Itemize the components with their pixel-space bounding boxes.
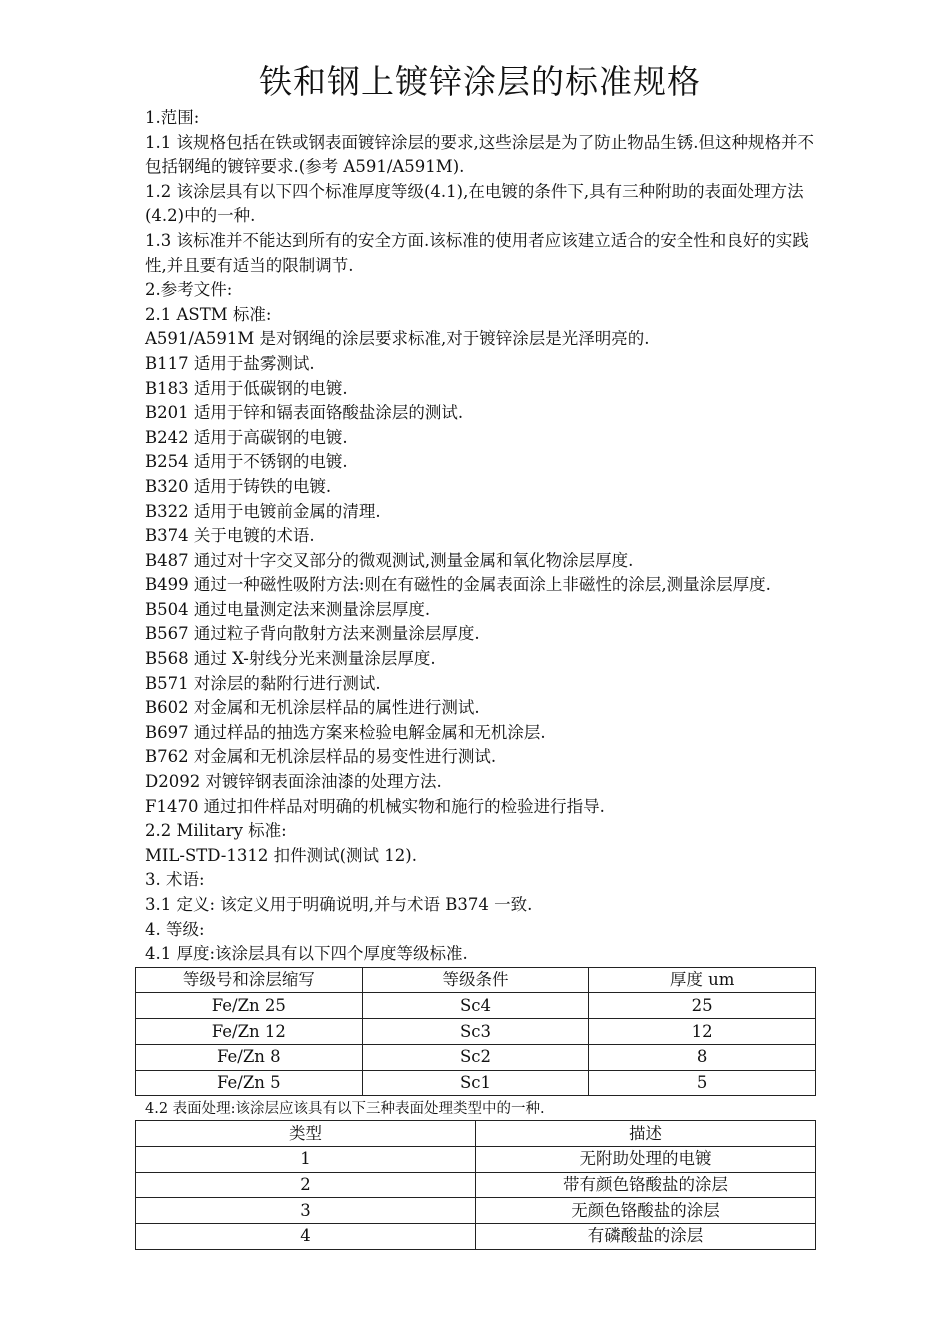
surface-treatment-table [135,1120,816,1249]
table-cell: 5 [589,1070,816,1096]
table-cell: Fe/Zn 8 [136,1044,363,1070]
table-cell: 有磷酸盐的涂层 [476,1223,816,1249]
table-cell: 无颜色铬酸盐的涂层 [476,1198,816,1224]
reference-b320: B320 适用于铸铁的电镀. [145,476,332,496]
table-cell: 25 [589,993,816,1019]
paragraph-4-1: 4.1 厚度:该涂层具有以下四个厚度等级标准. [145,944,468,964]
table-cell: Sc3 [362,1019,589,1045]
table-header-row [136,1121,816,1147]
reference-b499: B499 通过一种磁性吸附方法:则在有磁性的金属表面涂上非磁性的涂层,测量涂层厚度. [145,575,771,595]
reference-b322: B322 适用于电镀前金属的清理. [145,501,381,521]
table-row [136,1019,816,1045]
reference-b571: B571 对涂层的黏附行进行测试. [145,673,381,693]
reference-b568: B568 通过 X-射线分光来测量涂层厚度. [145,649,436,669]
table-row [136,1172,816,1198]
table-cell: Fe/Zn 5 [136,1070,363,1096]
reference-b697: B697 通过样品的抽选方案来检验电解金属和无机涂层. [145,722,546,742]
section-3-heading: 3. 术语: [145,870,205,890]
thickness-grade-table [135,967,816,1096]
table-cell: 3 [136,1198,476,1224]
section-4-heading: 4. 等级: [145,919,205,939]
table-row [136,1198,816,1224]
reference-b183: B183 适用于低碳钢的电镀. [145,378,348,398]
column-header: 等级条件 [362,967,589,993]
table-cell: Fe/Zn 12 [136,1019,363,1045]
document-title: 铁和钢上镀锌涂层的标准规格 [259,62,701,101]
reference-b567: B567 通过粒子背向散射方法来测量涂层厚度. [145,624,480,644]
paragraph-3-1: 3.1 定义: 该定义用于明确说明,并与术语 B374 一致. [145,895,533,914]
table-cell: 8 [589,1044,816,1070]
reference-d2092: D2092 对镀锌钢表面涂油漆的处理方法. [145,772,442,792]
table-row [136,1146,816,1172]
reference-b201: B201 适用于锌和镉表面铬酸盐涂层的测试. [145,403,464,423]
reference-b242: B242 适用于高碳钢的电镀. [145,427,348,447]
table-cell: 2 [136,1172,476,1198]
paragraph-2-2: 2.2 Military 标准: [145,821,287,841]
table-row [136,1044,816,1070]
paragraph-2-1: 2.1 ASTM 标准: [145,304,272,324]
table-cell: Sc2 [362,1044,589,1070]
document-page [145,60,815,1250]
reference-b487: B487 通过对十字交叉部分的微观测试,测量金属和氧化物涂层厚度. [145,550,634,570]
reference-a591: A591/A591M 是对钢绳的涂层要求标准,对于镀锌涂层是光泽明亮的. [145,329,650,349]
table-header-row [136,967,816,993]
table-cell: 4 [136,1223,476,1249]
paragraph-1-2: 1.2 该涂层具有以下四个标准厚度等级(4.1),在电镀的条件下,具有三种附助的表面处理方法(4.2)中的一种. [145,181,804,226]
paragraph-1-3: 1.3 该标准并不能达到所有的安全方面.该标准的使用者应该建立适合的安全性和良好的实践性,并且要有适当的限制调节. [145,230,809,275]
paragraph-4-2: 4.2 表面处理:该涂层应该具有以下三种表面处理类型中的一种. [145,1101,545,1118]
column-header: 类型 [136,1121,476,1147]
reference-b254: B254 适用于不锈钢的电镀. [145,452,348,472]
section-1-heading: 1.范围: [145,108,200,127]
table-cell: Sc4 [362,993,589,1019]
reference-b374: B374 关于电镀的术语. [145,526,315,546]
reference-b762: B762 对金属和无机涂层样品的易变性进行测试. [145,747,497,767]
table-cell: 带有颜色铬酸盐的涂层 [476,1172,816,1198]
table-cell: 无附助处理的电镀 [476,1146,816,1172]
table-cell: 1 [136,1146,476,1172]
reference-b602: B602 对金属和无机涂层样品的属性进行测试. [145,698,480,718]
reference-b504: B504 通过电量测定法来测量涂层厚度. [145,599,431,619]
table-row [136,1223,816,1249]
reference-mil-std-1312: MIL-STD-1312 扣件测试(测试 12). [145,845,417,865]
section-2-heading: 2.参考文件: [145,280,233,300]
table-cell: Fe/Zn 25 [136,993,363,1019]
column-header: 厚度 um [589,967,816,993]
reference-b117: B117 适用于盐雾测试. [145,353,315,373]
table-cell: Sc1 [362,1070,589,1096]
column-header: 描述 [476,1121,816,1147]
table-cell: 12 [589,1019,816,1045]
body-text [145,106,815,967]
paragraph-1-1: 1.1 该规格包括在铁或钢表面镀锌涂层的要求,这些涂层是为了防止物品生锈.但这种规格并不包括钢绳的镀锌要求.(参考 A591/A591M). [145,132,814,177]
column-header: 等级号和涂层缩写 [136,967,363,993]
reference-f1470: F1470 通过扣件样品对明确的机械实物和施行的检验进行指导. [145,796,605,816]
table-row [136,993,816,1019]
table-row [136,1070,816,1096]
